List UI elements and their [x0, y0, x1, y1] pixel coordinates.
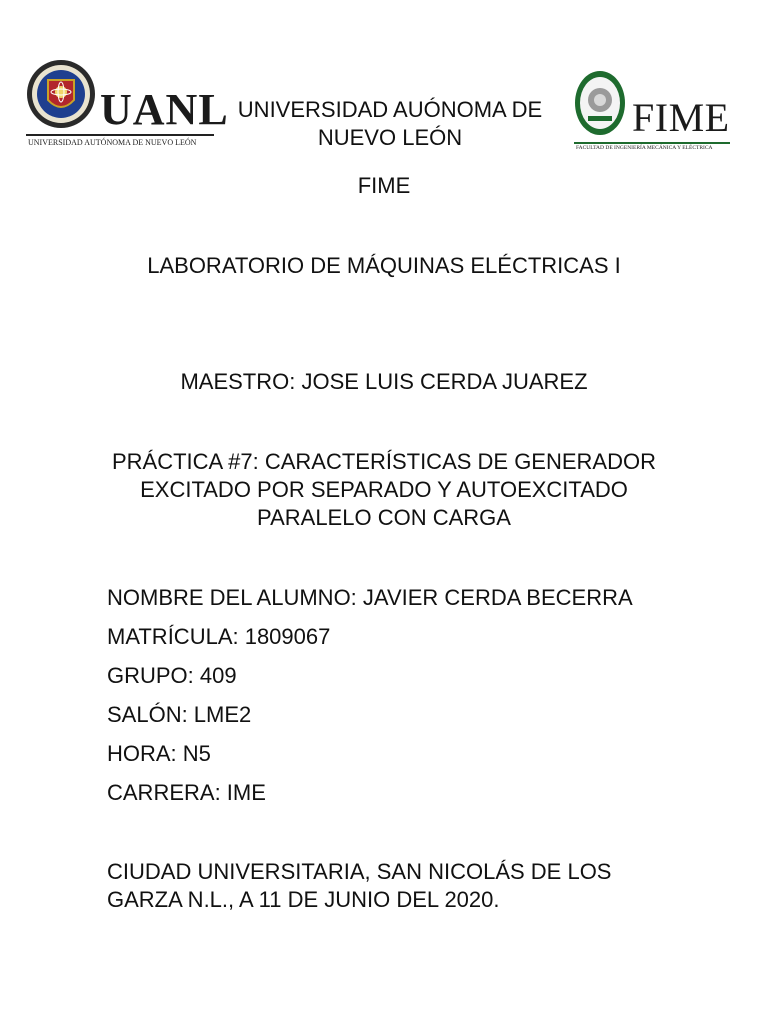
- fime-logo: [574, 68, 734, 158]
- practice-title: PRÁCTICA #7: CARACTERÍSTICAS DE GENERADOR EXCITADO POR SEPARADO Y AUTOEXCITADO PARALELO CON CARGA: [112, 449, 656, 530]
- uanl-subtitle: UNIVERSIDAD AUTÓNOMA DE NUEVO LEÓN: [28, 138, 197, 147]
- uanl-divider: [26, 134, 214, 136]
- uanl-wordmark: UANL: [100, 85, 229, 134]
- laboratory-title: LABORATORIO DE MÁQUINAS ELÉCTRICAS I: [147, 253, 621, 278]
- student-hour: HORA: N5: [107, 741, 211, 766]
- university-name: UNIVERSIDAD AUÓNOMA DE NUEVO LEÓN: [237, 97, 543, 150]
- student-career: CARRERA: IME: [107, 780, 266, 805]
- fime-divider: [574, 142, 730, 144]
- student-name: NOMBRE DEL ALUMNO: JAVIER CERDA BECERRA: [107, 585, 633, 610]
- uanl-crest-icon: [26, 58, 96, 130]
- fime-wordmark: FIME: [632, 95, 730, 140]
- faculty-name: FIME: [357, 173, 411, 198]
- place-and-date: CIUDAD UNIVERSITARIA, SAN NICOLÁS DE LOS GARZA N.L., A 11 DE JUNIO DEL 2020.: [107, 859, 612, 912]
- student-group: GRUPO: 409: [107, 663, 237, 688]
- student-room: SALÓN: LME2: [107, 702, 252, 727]
- uanl-logo: [26, 58, 229, 154]
- fime-crest-icon: [574, 70, 626, 136]
- fime-subtitle: FACULTAD DE INGENIERÍA MECÁNICA Y ELÉCTRICA: [576, 145, 713, 151]
- student-id: MATRÍCULA: 1809067: [107, 624, 331, 649]
- teacher-name: MAESTRO: JOSE LUIS CERDA JUAREZ: [180, 369, 588, 394]
